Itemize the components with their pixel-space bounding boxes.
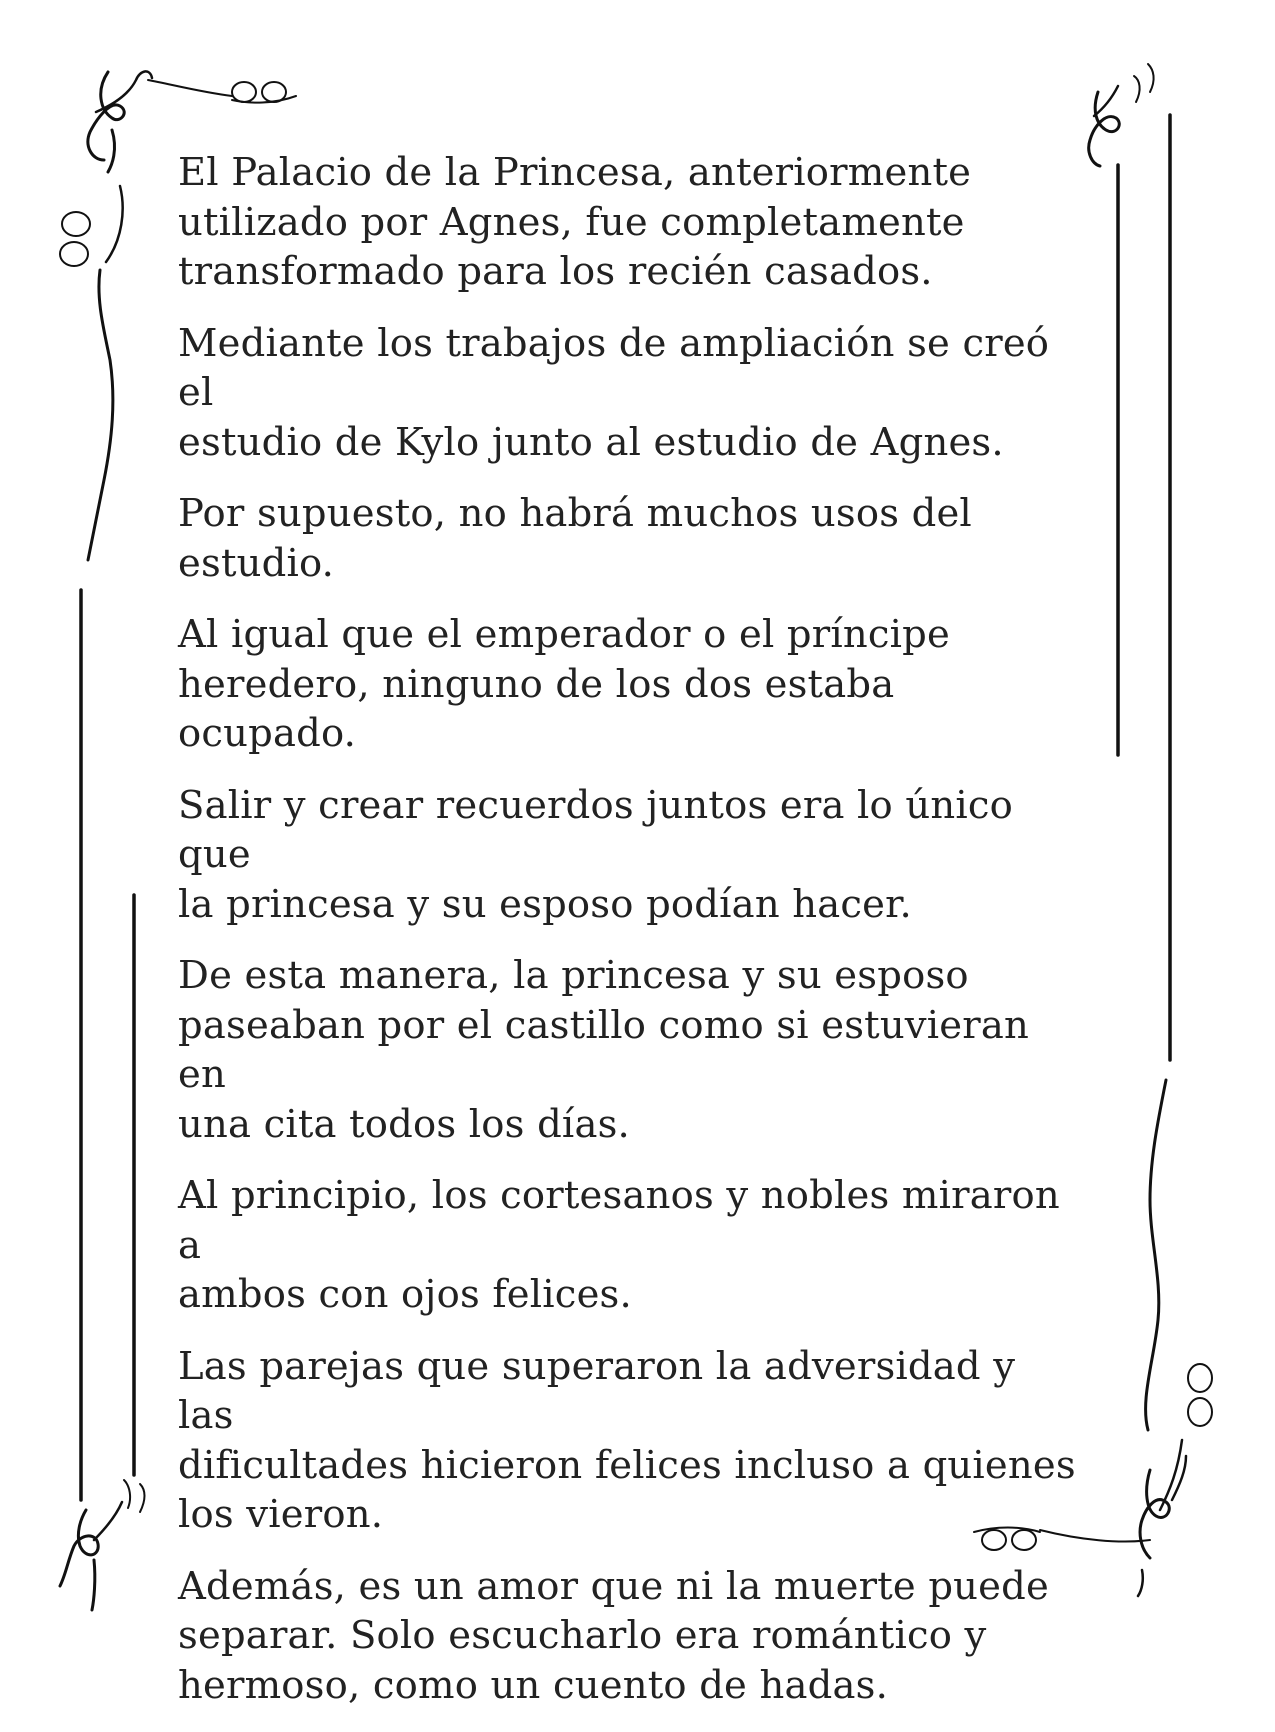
paragraph-6: De esta manera, la princesa y su esposo paseaban por el castillo como si estuvieran en una cita todos los días.: [178, 953, 1030, 1147]
paragraph-3: Por supuesto, no habrá muchos usos del estudio.: [178, 491, 972, 586]
paragraph-4: Al igual que el emperador o el príncipe heredero, ninguno de los dos estaba ocupado.: [178, 612, 950, 756]
top-right-flourish-icon: [1089, 64, 1154, 166]
paragraph-7: Al principio, los cortesanos y nobles miraron a ambos con ojos felices.: [178, 1173, 1060, 1317]
paragraph-8: Las parejas que superaron la adversidad y las dificultades hicieron felices incluso a quienes los vieron.: [178, 1343, 1076, 1537]
bottom-left-flourish-icon: [60, 1480, 145, 1610]
story-text: [178, 148, 1078, 1732]
paragraph-1: El Palacio de la Princesa, anteriormente utilizado por Agnes, fue completamente transformado para los recién casados.: [178, 150, 972, 294]
paragraph-2: Mediante los trabajos de ampliación se creó el estudio de Kylo junto al estudio de Agnes.: [178, 320, 1050, 465]
paragraph-5: Salir y crear recuerdos juntos era lo único que la princesa y su esposo podían hacer.: [178, 782, 1014, 927]
paragraph-9: Además, es un amor que ni la muerte puede separar. Solo escucharlo era romántico y hermoso, como un cuento de hadas.: [178, 1563, 1049, 1708]
